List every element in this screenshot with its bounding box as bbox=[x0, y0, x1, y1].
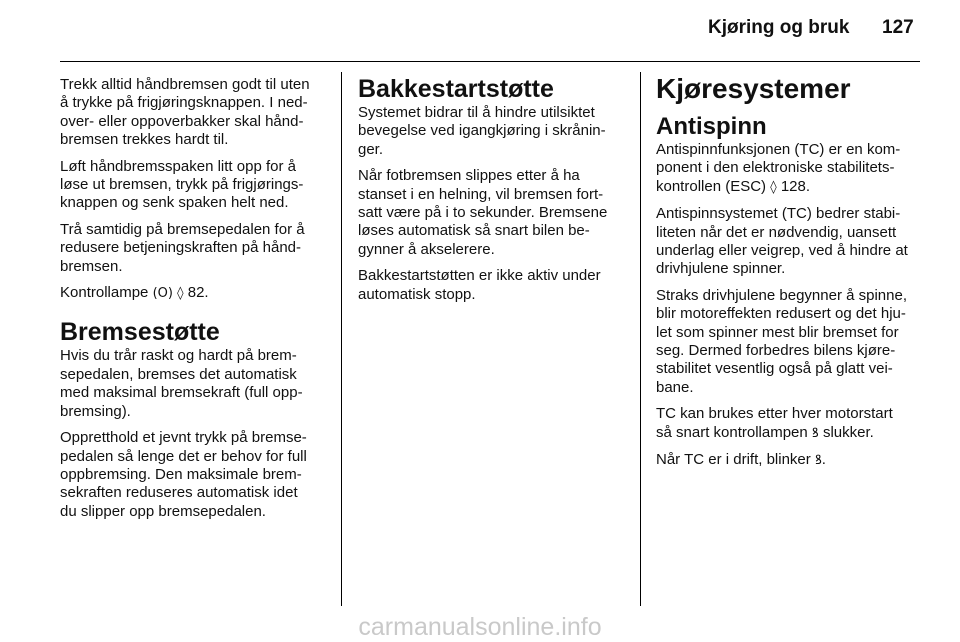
paragraph: Hvis du trår raskt og hardt på brem- sepedalen, bremses det automatisk med maksimal bremsekraft (full opp- bremsing). bbox=[60, 347, 303, 420]
paragraph: Systemet bidrar til å hindre utilsiktet bevegelse ved igangkjøring i skrånin- ger. bbox=[358, 104, 606, 158]
paragraph: Straks drivhjulene begynner å spinne, blir motoreffekten redusert og det hju- let som spinner mest blir bremset for seg. Dermed forbedres bilens kjøre- stabilitet vesentlig også på glatt vei- bane. bbox=[656, 286, 907, 396]
watermark: carmanualsonline.info bbox=[358, 613, 602, 641]
paragraph: Løft håndbremsspaken litt opp for å løse ut bremsen, trykk på frigjørings- knappen og senk spaken helt ned. bbox=[60, 157, 304, 212]
traction-control-icon: ꝸ bbox=[811, 425, 819, 441]
traction-control-icon: ꝸ bbox=[814, 453, 822, 469]
paragraph: Trekk alltid håndbremsen godt til uten å trykke på frigjøringsknappen. I ned- over- eller oppoverbakker skal hånd- bremsen trekkes hardt til. bbox=[60, 76, 310, 149]
page-reference: 128. bbox=[780, 177, 811, 195]
paragraph: Oppretthold et jevnt trykk på bremse- pedalen så lenge det er behov for full oppbremsing. Den maksimale brem- sekraften reduseres automatisk idet du slipper opp bremsepedalen. bbox=[60, 429, 307, 520]
page-reference-icon: ◊ bbox=[770, 179, 777, 195]
column-2 bbox=[358, 76, 632, 312]
paragraph: TC kan brukes etter hver motorstart så snart kontrollampen ꝸ slukker. bbox=[656, 405, 893, 441]
paragraph: Når TC er i drift, blinker ꝸ. bbox=[656, 451, 826, 469]
brake-warning-lamp-icon: (O) bbox=[152, 286, 173, 302]
paragraph: Når fotbremsen slippes etter å ha stanset i en helning, vil bremsen fort- satt være på i to sekunder. Bremsene løses automatisk så snart bilen be- gynner å akselerere. bbox=[358, 167, 608, 258]
page-number: 127 bbox=[882, 17, 914, 38]
header-rule bbox=[60, 61, 920, 62]
column-1 bbox=[60, 76, 332, 529]
section-heading: Bakkestartstøtte bbox=[358, 75, 554, 103]
section-heading: Kjøresystemer bbox=[656, 73, 851, 104]
column-divider bbox=[640, 72, 641, 606]
page-reference-icon: ◊ bbox=[177, 286, 184, 302]
column-3 bbox=[656, 73, 922, 479]
section-heading: Bremsestøtte bbox=[60, 318, 220, 347]
subsection-heading: Antispinn bbox=[656, 113, 767, 140]
paragraph: Bakkestartstøtten er ikke aktiv under automatisk stopp. bbox=[358, 267, 601, 303]
section-title: Kjøring og bruk bbox=[708, 17, 850, 38]
page-reference: 82. bbox=[187, 284, 209, 302]
paragraph: Kontrollampe (O) ◊ 82. bbox=[60, 284, 209, 302]
paragraph: Antispinnfunksjonen (TC) er en kom- ponent i den elektroniske stabilitets- kontrollen (ESC) ◊ 128. bbox=[656, 141, 901, 195]
paragraph: Trå samtidig på bremsepedalen for å redusere betjeningskraften på hånd- bremsen. bbox=[60, 220, 305, 275]
paragraph: Antispinnsystemet (TC) bedrer stabi- liteten når det er nødvendig, uansett underlag eller veigrep, ved å hindre at drivhjulene spinner. bbox=[656, 205, 908, 278]
column-divider bbox=[341, 72, 342, 606]
